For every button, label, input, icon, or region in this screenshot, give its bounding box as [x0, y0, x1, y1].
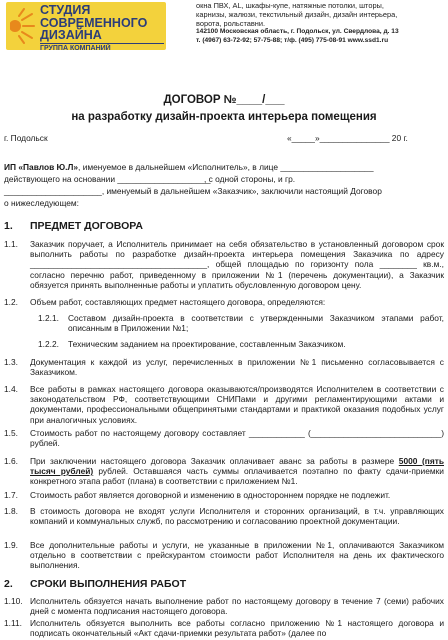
clause-1-5: Стоимость работ по настоящему договору составляет ____________ (____________________________) рублей. [30, 428, 444, 449]
contract-subtitle: на разработку дизайн-проекта интерьера помещения [71, 111, 377, 123]
clause-number: 1.6. [4, 456, 18, 466]
clause-number: 1.9. [4, 540, 18, 550]
section-2-title: СРОКИ ВЫПОЛНЕНИЯ РАБОТ [30, 578, 187, 590]
company-info [196, 2, 446, 46]
letterhead [0, 0, 448, 54]
clause-number: 1.3. [4, 357, 18, 367]
clause-number: 1.7. [4, 490, 18, 500]
contract-title: ДОГОВОР №____/___ [163, 94, 285, 106]
logo-line-1: СТУДИЯ [40, 3, 91, 17]
clause-1-7: Стоимость работ является договорной и изменению в одностороннем порядке не подлежит. [30, 490, 391, 500]
company-phones: т. (4967) 63-72-92; 57-75-88; т/ф. (495) 775-08-91 www.ssd1.ru [196, 37, 389, 45]
clause-number: 1.8. [4, 506, 18, 516]
clause-number: 1.10. [4, 596, 23, 606]
section-1-title: ПРЕДМЕТ ДОГОВОРА [30, 220, 143, 232]
services-line-2: карнизы, жалюзи, текстильный дизайн, дизайн интерьера, [196, 9, 398, 19]
logo-line-2: СОВРЕМЕННОГО [40, 15, 148, 30]
clause-number: 1.11. [4, 618, 23, 628]
services-line-1: окна ПВХ, AL, шкафы-купе, натяжные потолки, шторы, [196, 1, 384, 10]
clause-1-6-text-a: При заключении настоящего договора Заказчик оплачивает аванс за работы в размере [30, 456, 399, 466]
clause-1-11: Исполнитель обязуется выполнить все работы согласно приложению №1 настоящего договора и подписать окончательный «Акт сдачи-приемки результата работ» (далее по [30, 618, 444, 639]
section-1-number: 1. [4, 220, 13, 232]
clause-1-3: Документация к каждой из услуг, перечисленных в приложении №1 письменно согласовывается с Заказчиком. [30, 357, 444, 378]
contract-city: г. Подольск [4, 133, 48, 143]
intro-line-1 [4, 162, 374, 172]
clause-number: 1.4. [4, 384, 18, 394]
clause-number: 1.1. [4, 239, 18, 249]
clause-1-8: В стоимость договора не входят услуги Исполнителя и сторонних организаций, в т.ч. управляющих компаний и коммунальных служб, по рассмотрению и согласованию проектной документации. [30, 506, 444, 527]
executor-name: ИП «Павлов Ю.Л» [4, 162, 79, 172]
clause-1-1: Заказчик поручает, а Исполнитель принимает на себя обязательство в установленный договором срок выполнить работы по разработке дизайн-проекта интерьера помещения Заказчика по адресу ______________________________________, общей площадью по горизонту пола ________ кв.м., согласно перечню работ, приведенному в приложении №1 (перечень документации), а Заказчик обязуется принять выполненные работы и уплатить обусловленную договором цену. [30, 239, 444, 290]
clause-number: 1.2.1. [38, 313, 59, 323]
clause-number: 1.5. [4, 428, 18, 438]
clause-1-2: Объем работ, составляющих предмет настоящего договора, определяются: [30, 297, 326, 307]
company-logo [6, 2, 166, 50]
intro-line-2a: действующего на основании ____________________ [4, 174, 211, 184]
services-line-3: ворота, рольставни. [196, 18, 266, 28]
clause-1-9: Все дополнительные работы и услуги, не указанные в приложении №1, оплачиваются Заказчиком отдельно в соответствии с прейскурантом стоимости работ Исполнителя на день их фактического выполнения. [30, 540, 444, 571]
clause-number: 1.2. [4, 297, 18, 307]
intro-line-1-rest: , именуемое в дальнейшем «Исполнитель», в лице ____________________ [78, 162, 374, 172]
intro-line-3: _____________________, именуемый в дальнейшем «Заказчик», заключили настоящий Договор [4, 186, 382, 196]
sun-icon [10, 8, 36, 44]
clause-1-2-1: Составом дизайн-проекта в соответствии с утвержденными Заказчиком этапами работ, описанным в Приложении №1; [68, 313, 444, 334]
intro-line-2: , с одной стороны, и гр. [204, 174, 296, 184]
clause-1-10: Исполнитель обязуется начать выполнение работ по настоящему договору в течение 7 (семи) рабочих дней с момента подписания настоящего договора. [30, 596, 444, 617]
advance-amount: 5000 (пять тысяч рублей) [30, 456, 444, 477]
clause-1-4: Все работы в рамках настоящего договора оказываются/производятся Исполнителем в соответствии с законодательством РФ, соответствующими СНИПами и другими регламентирующими актами и документами, профессиональными общепринятыми стандартами и практикой оказания подобных услуг при аналогичных условиях. [30, 384, 444, 425]
intro-line-4: о нижеследующем: [4, 198, 79, 208]
logo-subtitle: ГРУППА КОМПАНИЙ [40, 43, 164, 53]
clause-1-2-2: Техническим заданием на проектирование, составленным Заказчиком. [68, 339, 346, 349]
clause-number: 1.2.2. [38, 339, 59, 349]
clause-1-6 [30, 456, 444, 487]
company-address: 142100 Московская область, г. Подольск, ул. Свердлова, д. 13 [196, 28, 399, 36]
logo-line-3: ДИЗАЙНА [40, 28, 102, 42]
clause-1-6-text-b: рублей. Оставшаяся часть суммы оплачивается поэтапно по факту сдачи-приемки конкретного этапа работ (плана) в соответствии с приложением №1. [30, 466, 444, 487]
section-2-number: 2. [4, 578, 13, 590]
contract-date: «_____»_______________ 20 г. [287, 133, 408, 143]
